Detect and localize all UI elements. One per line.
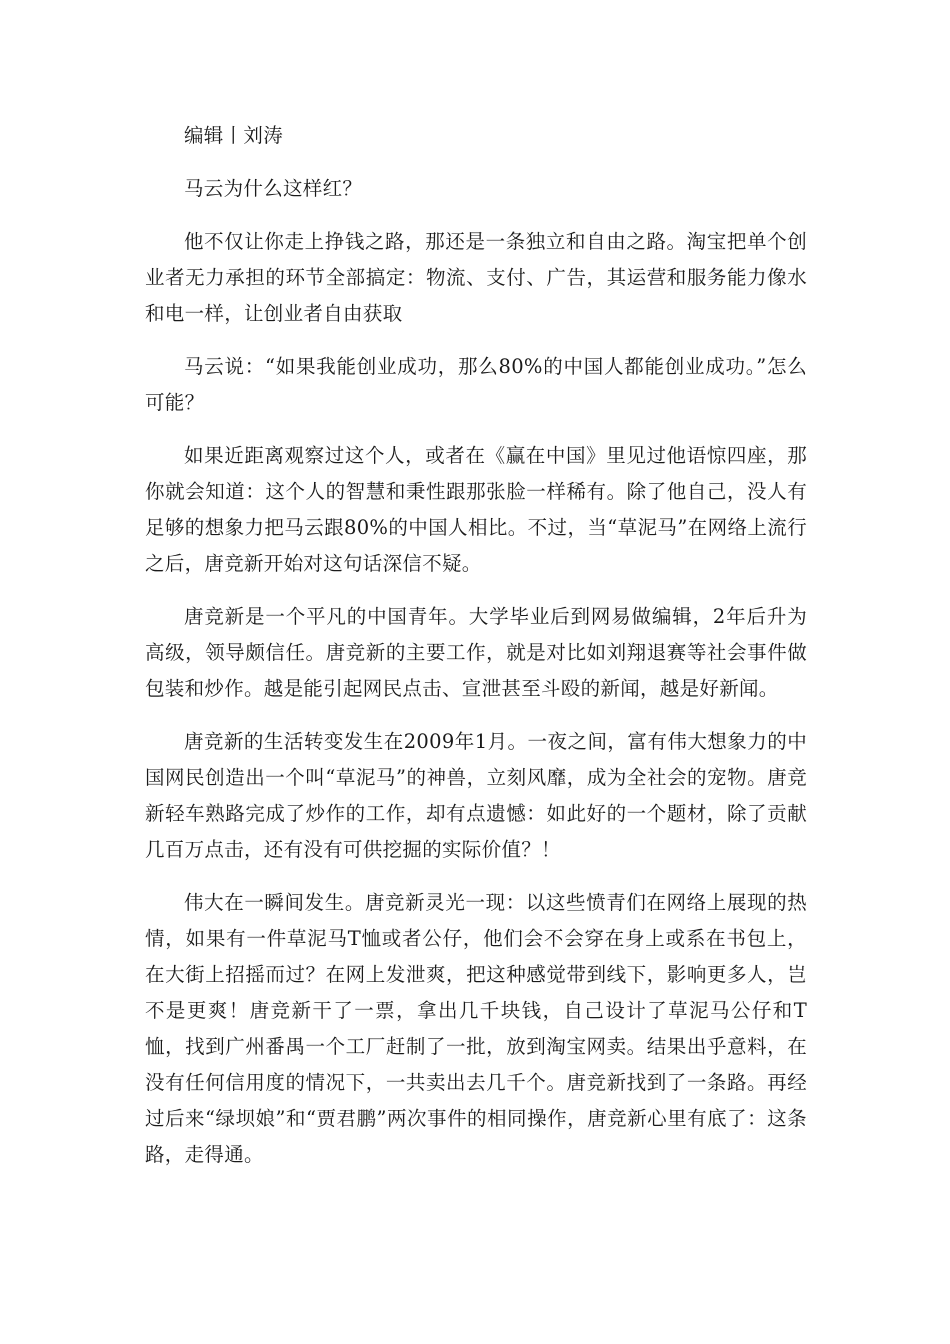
paragraph: 马云为什么这样红？ — [184, 177, 363, 200]
document-body — [145, 118, 807, 1190]
paragraph: 马云说：“如果我能创业成功，那么80%的中国人都能创业成功。”怎么可能？ — [145, 355, 807, 414]
paragraph: 如果近距离观察过这个人，或者在《赢在中国》里见过他语惊四座，那你就会知道：这个人的智慧和秉性跟那张脸一样稀有。除了他自己，没人有足够的想象力把马云跟80%的中国人相比。不过，当“草泥马”在网络上流行之后，唐竞新开始对这句话深信不疑。 — [145, 444, 807, 575]
paragraph: 伟大在一瞬间发生。唐竞新灵光一现：以这些愤青们在网络上展现的热情，如果有一件草泥马T恤或者公仔，他们会不会穿在身上或系在书包上，在大街上招摇而过？在网上发泄爽，把这种感觉带到线下，影响更多人，岂不是更爽！唐竞新干了一票，拿出几千块钱，自己设计了草泥马公仔和T恤，找到广州番禺一个工厂赶制了一批，放到淘宝网卖。结果出乎意料，在没有任何信用度的情况下，一共卖出去几千个。唐竞新找到了一条路。再经过后来“绿坝娘”和“贾君鹏”两次事件的相同操作，唐竞新心里有底了：这条路，走得通。 — [145, 891, 807, 1166]
paragraph: 唐竞新的生活转变发生在2009年1月。一夜之间，富有伟大想象力的中国网民创造出一个叫“草泥马”的神兽，立刻风靡，成为全社会的宠物。唐竞新轻车熟路完成了炒作的工作，却有点遗憾：如此好的一个题材，除了贡献几百万点击，还有没有可供挖掘的实际价值？！ — [145, 730, 807, 861]
paragraph: 他不仅让你走上挣钱之路，那还是一条独立和自由之路。淘宝把单个创业者无力承担的环节全部搞定：物流、支付、广告，其运营和服务能力像水和电一样，让创业者自由获取 — [145, 230, 807, 325]
paragraph: 唐竞新是一个平凡的中国青年。大学毕业后到网易做编辑，2年后升为高级，领导颇信任。唐竞新的主要工作，就是对比如刘翔退赛等社会事件做包装和炒作。越是能引起网民点击、宣泄甚至斗殴的新闻，越是好新闻。 — [145, 605, 807, 700]
editor-credit: 编辑丨刘涛 — [184, 124, 284, 147]
